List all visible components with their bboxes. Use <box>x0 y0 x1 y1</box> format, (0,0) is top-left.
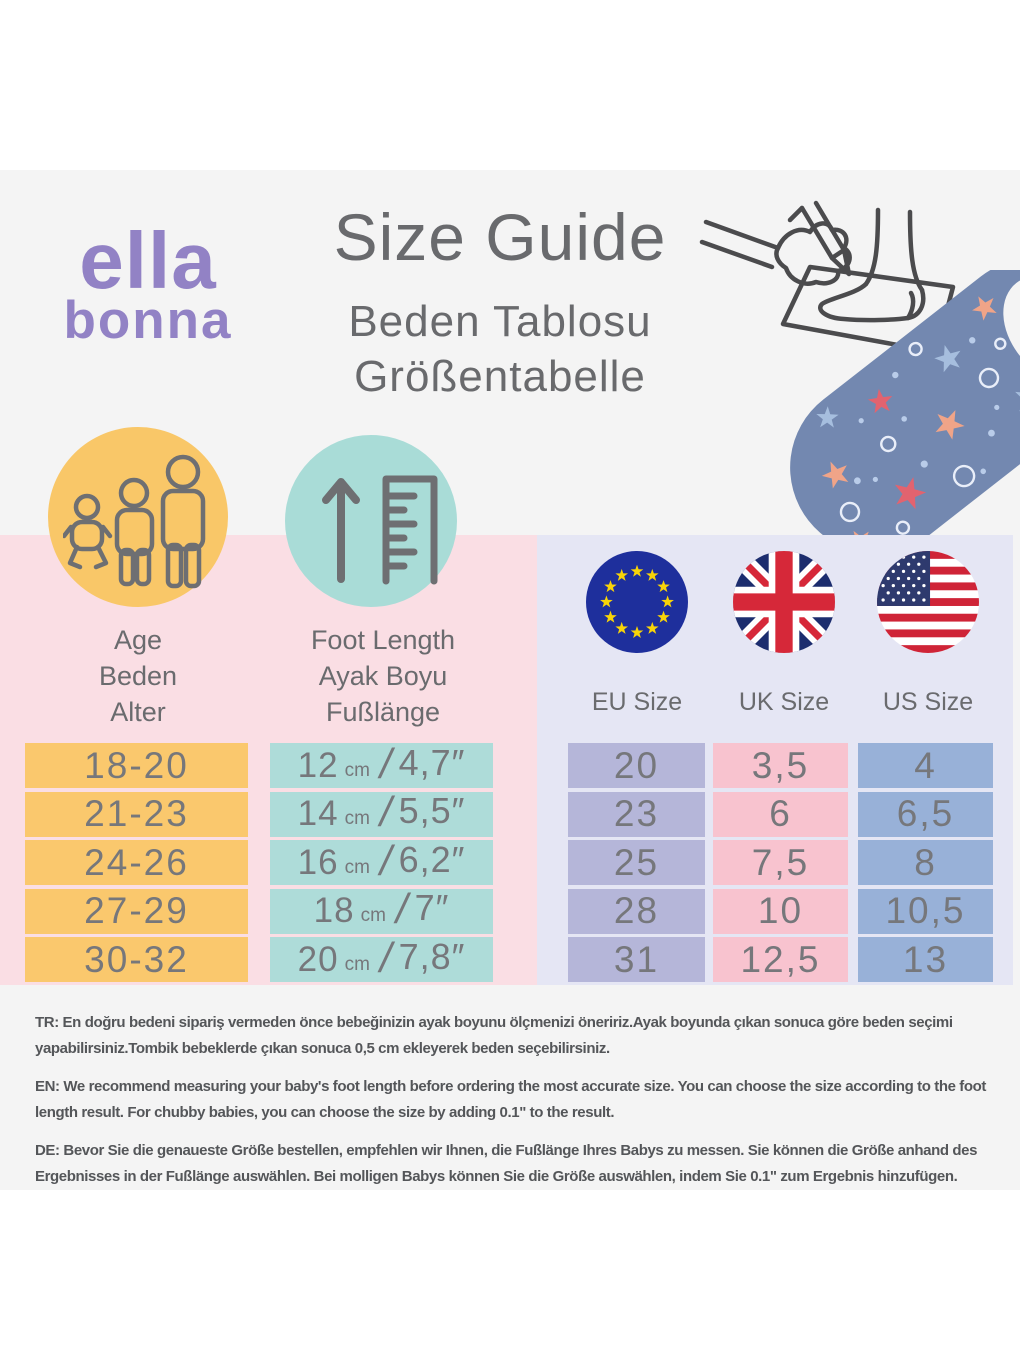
foot-cm-value: 14 <box>297 794 339 834</box>
foot-label-de: Fußlänge <box>325 697 441 727</box>
eu-size-column <box>568 743 705 986</box>
foot-length-cell <box>270 739 493 788</box>
bib-pattern-illustration <box>778 270 1020 536</box>
age-cell: 27-29 <box>25 889 248 934</box>
cm-unit: cm <box>360 905 386 927</box>
uk-size-cell: 6 <box>713 792 848 837</box>
foot-cm-value: 12 <box>297 745 339 785</box>
us-size-cell: 4 <box>858 743 993 788</box>
foot-length-values-column <box>270 739 493 986</box>
us-size-cell: 6,5 <box>858 792 993 837</box>
page-title: Size Guide <box>333 200 667 274</box>
age-cell: 18-20 <box>25 743 248 788</box>
eu-size-cell: 23 <box>568 792 705 837</box>
foot-inch-value: 7,8″ <box>398 935 466 977</box>
uk-size-column <box>713 743 848 986</box>
age-cell: 30-32 <box>25 937 248 982</box>
foot-length-icon-circle <box>285 435 457 607</box>
cm-unit: cm <box>344 759 370 781</box>
foot-cm-value: 16 <box>297 842 339 882</box>
us-size-column <box>858 743 993 986</box>
uk-size-cell: 12,5 <box>713 937 848 982</box>
age-values-column <box>25 743 248 986</box>
cm-unit: cm <box>344 856 370 878</box>
eu-size-cell: 31 <box>568 937 705 982</box>
brand-logo-line2: bonna <box>63 290 233 350</box>
foot-cm-value: 18 <box>313 891 355 931</box>
foot-length-cell <box>270 836 493 885</box>
separator: / <box>379 836 393 884</box>
foot-label-tr: Ayak Boyu <box>318 661 448 691</box>
foot-length-cell <box>270 885 493 934</box>
age-label-de: Alter <box>110 697 166 727</box>
foot-inch-value: 4,7″ <box>398 741 466 783</box>
foot-column-header <box>273 622 493 730</box>
age-label-tr: Beden <box>98 661 178 691</box>
page-title-block <box>255 200 745 404</box>
separator: / <box>379 933 393 981</box>
brand-logo <box>38 216 258 350</box>
age-column-header <box>28 622 248 730</box>
age-label-en: Age <box>113 625 163 655</box>
separator: / <box>395 885 409 933</box>
foot-length-cell <box>270 933 493 982</box>
uk-size-cell: 3,5 <box>713 743 848 788</box>
uk-size-header: UK Size <box>738 688 830 716</box>
eu-size-cell: 25 <box>568 840 705 885</box>
us-size-cell: 10,5 <box>858 889 993 934</box>
note-tr: TR: En doğru bedeni sipariş vermeden önce bebeğinizin ayak boyunu ölçmenizi öneririz.Ayak boyunda çıkan sonuca göre beden seçimi yapabilirsiniz.Tombik bebeklerde çıkan sonuca 0,5 cm ekleyerek beden seçebilirsiniz. <box>35 1014 953 1057</box>
age-cell: 21-23 <box>25 792 248 837</box>
uk-flag-icon <box>733 551 835 653</box>
us-size-header: US Size <box>882 688 974 716</box>
eu-size-header: EU Size <box>591 688 683 716</box>
page-subtitle-tr: Beden Tablosu <box>348 297 652 346</box>
foot-length-cell <box>270 788 493 837</box>
eu-size-cell: 28 <box>568 889 705 934</box>
foot-label-en: Foot Length <box>310 625 456 655</box>
page-subtitle-de: Größentabelle <box>354 352 646 401</box>
separator: / <box>379 739 393 787</box>
brand-logo-line1: ella <box>79 216 217 305</box>
foot-inch-value: 6,2″ <box>398 838 466 880</box>
content-area <box>0 170 1020 1190</box>
note-de: DE: Bevor Sie die genaueste Größe bestellen, empfehlen wir Ihnen, die Fußlänge Ihres Babys zu messen. Sie können die Größe anhand des Ergebnisses in der Fußlänge auswählen. Bei molligen Babys können Sie die Größe auswählen, indem Sie 0.1" zum Ergebnis hinzufügen. <box>35 1142 978 1185</box>
note-en: EN: We recommend measuring your baby's foot length before ordering the most accurate size. You can choose the size according to the foot length result. For chubby babies, you can choose the size by adding 0.1" to the result. <box>35 1078 987 1121</box>
ruler-arrow-icon <box>296 446 446 596</box>
age-icon-circle <box>48 427 228 607</box>
eu-size-cell: 20 <box>568 743 705 788</box>
foot-inch-value: 5,5″ <box>398 790 466 832</box>
eu-flag-icon <box>586 551 688 653</box>
age-cell: 24-26 <box>25 840 248 885</box>
us-size-cell: 13 <box>858 937 993 982</box>
uk-size-cell: 10 <box>713 889 848 934</box>
uk-size-cell: 7,5 <box>713 840 848 885</box>
foot-cm-value: 20 <box>297 939 339 979</box>
separator: / <box>379 788 393 836</box>
cm-unit: cm <box>344 808 370 830</box>
cm-unit: cm <box>344 953 370 975</box>
measurement-notes <box>35 1010 1000 1190</box>
foot-inch-value: 7″ <box>414 887 450 929</box>
us-size-cell: 8 <box>858 840 993 885</box>
us-flag-icon <box>877 551 979 653</box>
age-people-icon <box>63 445 213 590</box>
